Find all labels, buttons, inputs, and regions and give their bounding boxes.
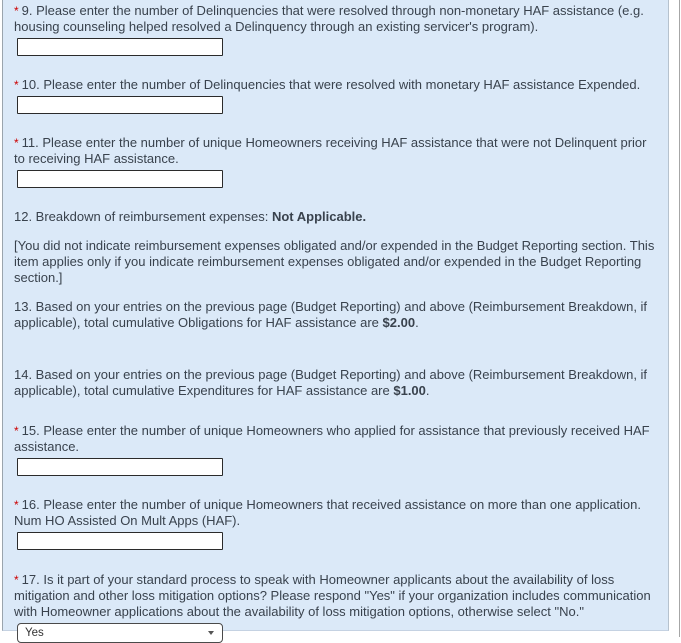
question-16-text: 16. Please enter the number of unique Homeowners that received assistance on more than one application. Num HO Assisted On Mult Apps (HAF). (14, 497, 641, 528)
question-15-label (14, 423, 658, 455)
question-12-bold-value: Not Applicable. (271, 209, 367, 224)
question-10-label (14, 77, 658, 93)
question-11 (14, 135, 658, 188)
question-15-text: 15. Please enter the number of unique Homeowners who applied for assistance that previously received HAF assistance. (14, 423, 650, 454)
question-9 (14, 3, 658, 56)
question-9-input[interactable] (17, 38, 223, 56)
question-10-text: 10. Please enter the number of Delinquencies that were resolved with monetary HAF assistance Expended. (21, 77, 641, 92)
question-13-text: 13. Based on your entries on the previous page (Budget Reporting) and above (Reimbursement Breakdown, if applicable), total cumulative Obligations for HAF assistance are (14, 299, 648, 330)
question-10-input[interactable] (17, 96, 223, 114)
question-16 (14, 497, 658, 550)
question-11-input[interactable] (17, 170, 223, 188)
question-14-bold-value: $1.00 (393, 383, 426, 398)
question-14 (14, 367, 658, 399)
chevron-down-icon (208, 631, 214, 635)
question-11-text: 11. Please enter the number of unique Homeowners receiving HAF assistance that were not Delinquent prior to receiving HAF assistance. (14, 135, 647, 166)
question-13 (14, 299, 658, 331)
required-asterisk: * (14, 498, 19, 512)
required-asterisk: * (14, 4, 19, 18)
question-15-input[interactable] (17, 458, 223, 476)
question-13-suffix: . (415, 315, 419, 330)
window-right-border (679, 0, 680, 637)
question-12-text: 12. Breakdown of reimbursement expenses: (14, 209, 272, 224)
required-asterisk: * (14, 424, 19, 438)
loss-mitigation-dropdown[interactable] (17, 623, 223, 643)
question-17-label (14, 572, 658, 620)
question-15 (14, 423, 658, 476)
form-page (2, 0, 669, 639)
question-9-label (14, 3, 658, 35)
question-9-text: 9. Please enter the number of Delinquencies that were resolved through non-monetary HAF assistance (e.g. housing counseling helped resolved a Delinquency through an existing servicer's program). (14, 3, 644, 34)
question-11-label (14, 135, 658, 167)
question-16-input[interactable] (17, 532, 223, 550)
question-12 (14, 209, 658, 286)
question-12-label (14, 209, 658, 225)
required-asterisk: * (14, 136, 19, 150)
question-14-text: 14. Based on your entries on the previous page (Budget Reporting) and above (Reimbursement Breakdown, if applicable), total cumulative Expenditures for HAF assistance are (14, 367, 648, 398)
question-14-suffix: . (425, 383, 430, 398)
required-asterisk: * (14, 573, 19, 587)
question-14-label (14, 367, 658, 399)
question-10 (14, 77, 658, 114)
question-17 (14, 572, 658, 643)
question-16-label (14, 497, 658, 529)
question-12-note: [You did not indicate reimbursement expenses obligated and/or expended in the Budget Reporting section. This item applies only if you indicate reimbursement expenses obligated and/or expended in the Budget Reporting section.] (14, 238, 655, 285)
dropdown-selected-value: Yes (25, 627, 44, 639)
question-13-label (14, 299, 658, 331)
question-17-text: 17. Is it part of your standard process to speak with Homeowner applicants about the availability of loss mitigation and other loss mitigation options? Please respond "Yes" if your organization includes communication with Homeowner applications about the availability of loss mitigation options, otherwise select "No." (14, 572, 651, 619)
required-asterisk: * (14, 78, 19, 92)
question-13-bold-value: $2.00 (382, 315, 416, 330)
